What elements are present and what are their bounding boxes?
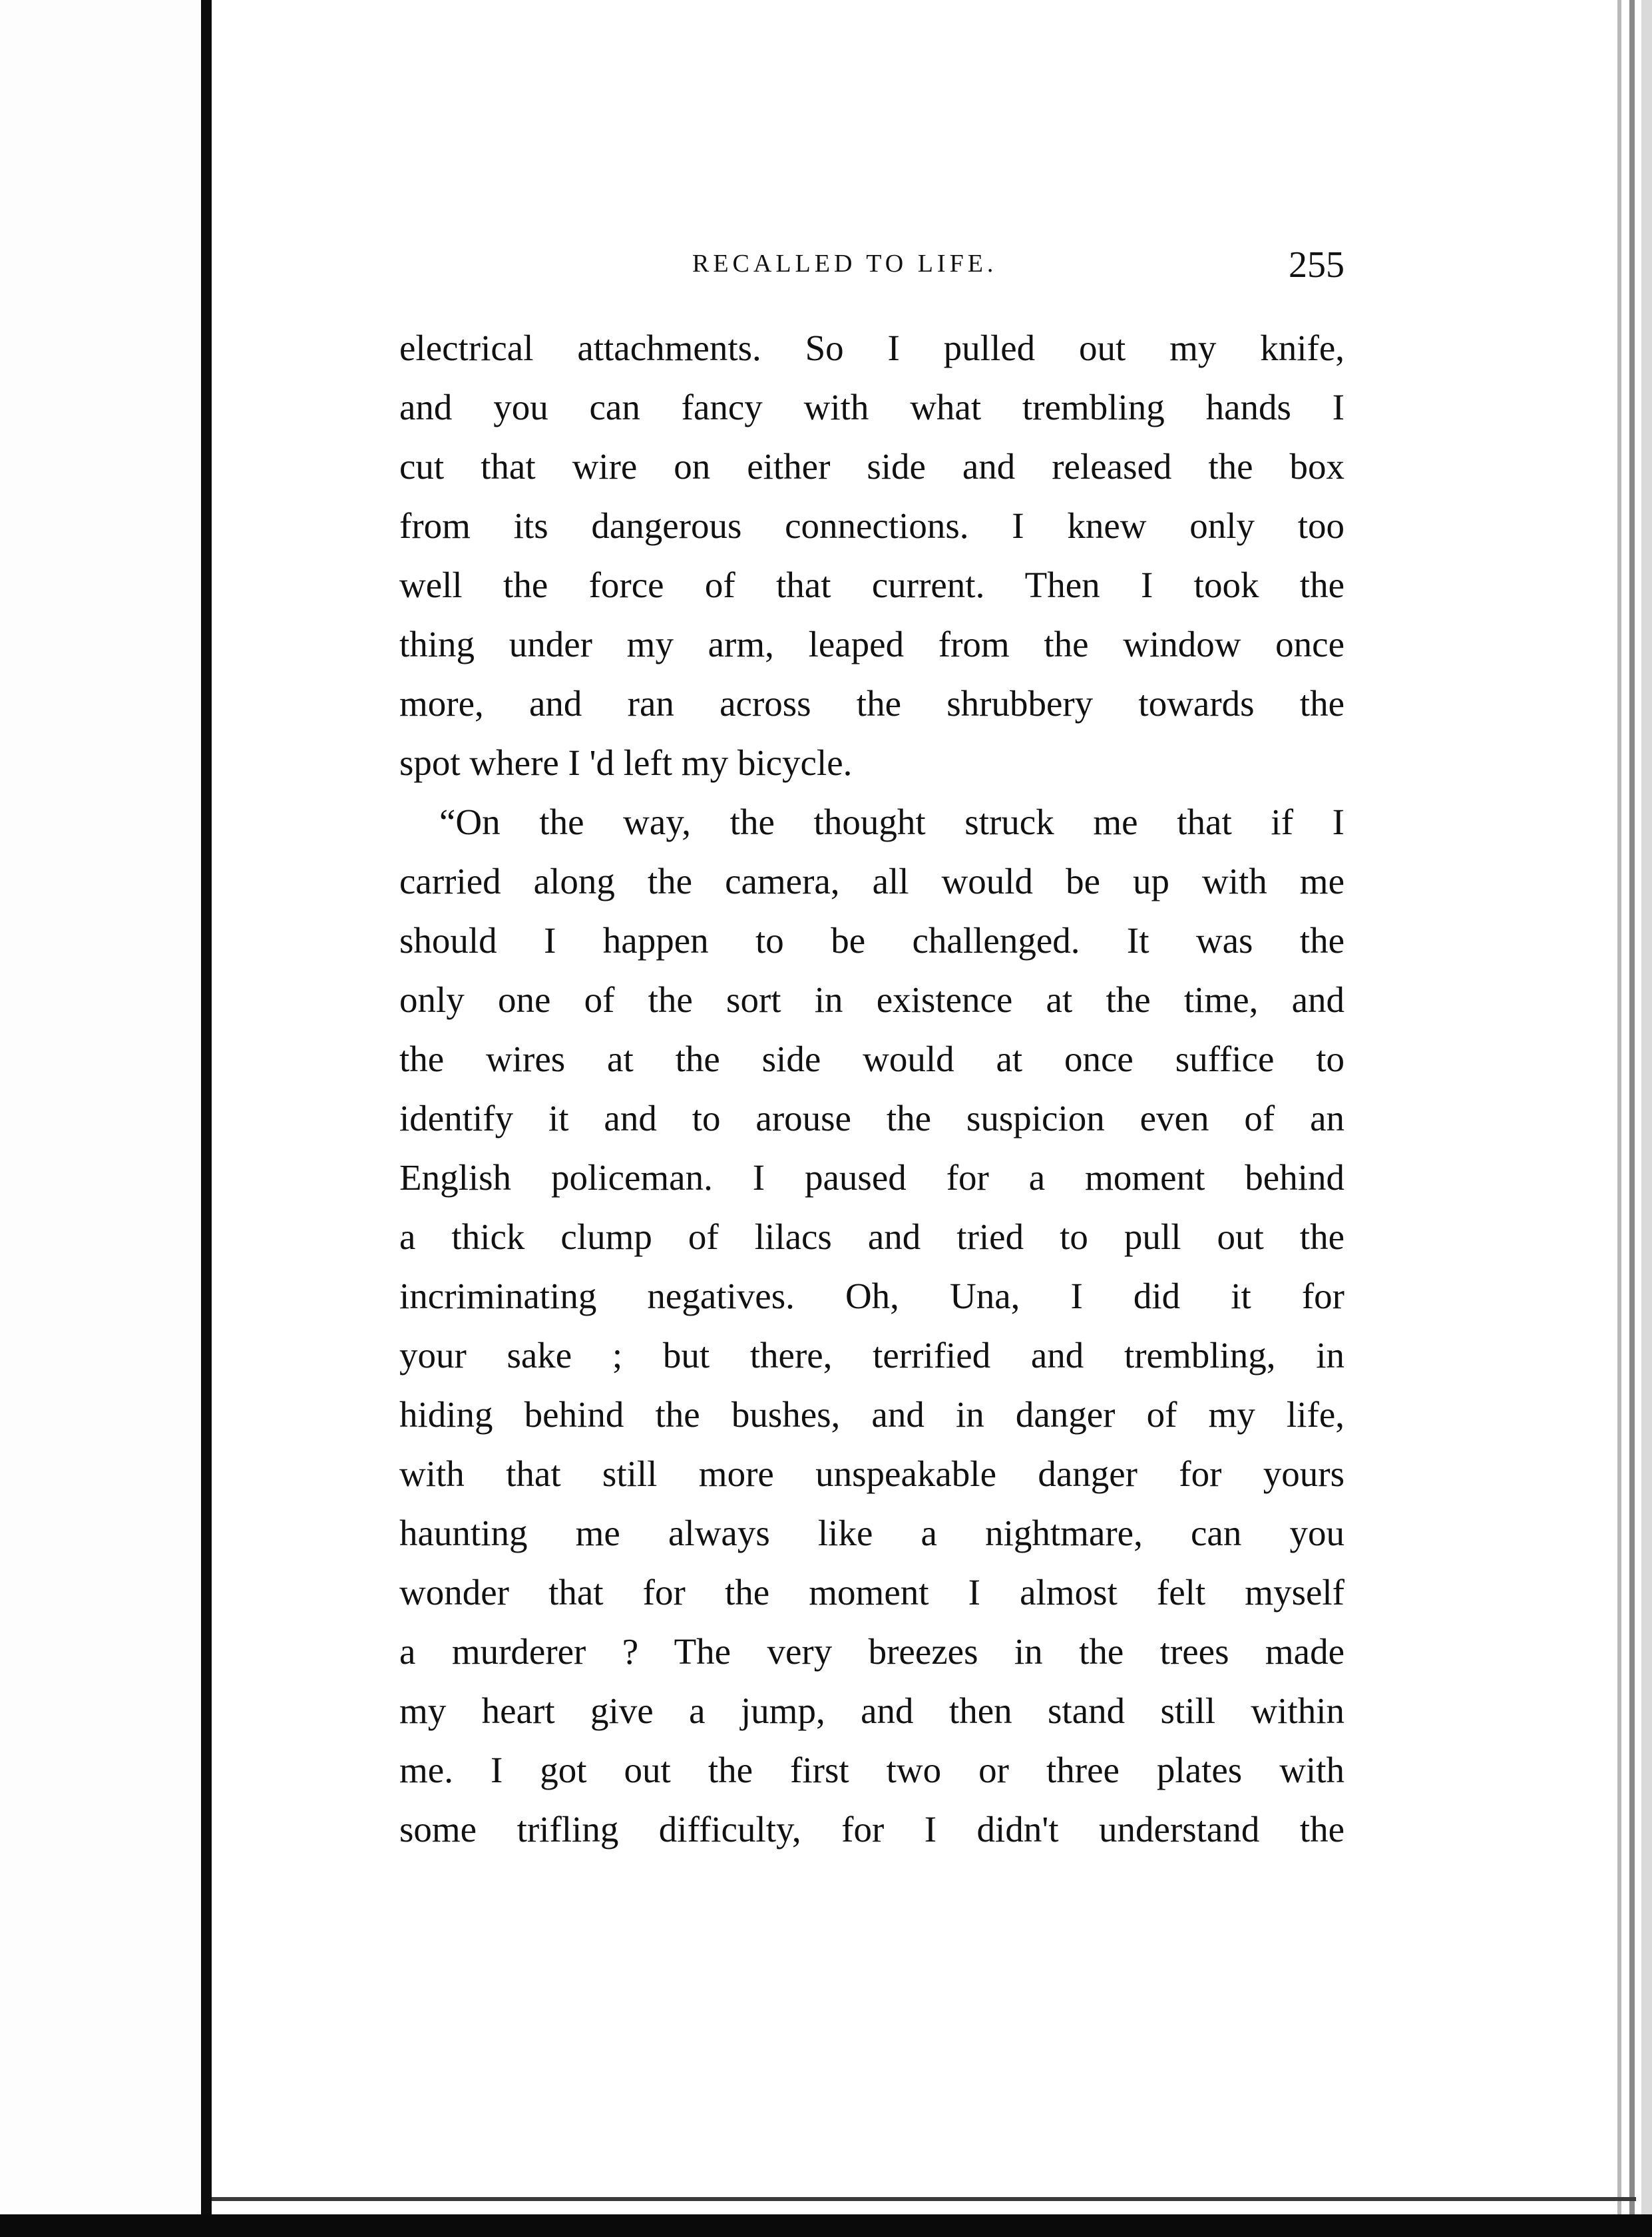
text-line: and you can fancy with what trembling hands I bbox=[399, 387, 1344, 427]
text-line: “On the way, the thought struck me that if I bbox=[439, 802, 1344, 842]
text-line: well the force of that current. Then I took the bbox=[399, 565, 1344, 605]
text-line: haunting me always like a nightmare, can you bbox=[399, 1513, 1344, 1553]
text-line: only one of the sort in existence at the time, and bbox=[399, 979, 1344, 1020]
text-line: carried along the camera, all would be up with me bbox=[399, 861, 1344, 901]
text-line: some trifling difficulty, for I didn't understand the bbox=[399, 1809, 1344, 1850]
text-line: more, and ran across the shrubbery towards the bbox=[399, 683, 1344, 724]
text-line: incriminating negatives. Oh, Una, I did it for bbox=[399, 1276, 1344, 1316]
text-line: your sake ; but there, terrified and trembling, in bbox=[399, 1335, 1344, 1375]
body-text bbox=[399, 318, 1344, 1859]
text-line: electrical attachments. So I pulled out my knife, bbox=[399, 328, 1344, 368]
text-line: hiding behind the bushes, and in danger of my life, bbox=[399, 1394, 1344, 1435]
text-line: English policeman. I paused for a moment behind bbox=[399, 1157, 1344, 1198]
text-line: thing under my arm, leaped from the window once bbox=[399, 624, 1344, 664]
text-line: identify it and to arouse the suspicion even of an bbox=[399, 1098, 1344, 1138]
page-stack-edge bbox=[1629, 0, 1635, 2217]
text-line: my heart give a jump, and then stand still within bbox=[399, 1690, 1344, 1731]
text-line: a thick clump of lilacs and tried to pull out the bbox=[399, 1216, 1344, 1257]
binding-edge bbox=[201, 0, 212, 2224]
bottom-edge-line bbox=[212, 2197, 1636, 2201]
text-line: wonder that for the moment I almost felt myself bbox=[399, 1572, 1344, 1613]
text-line: the wires at the side would at once suffice to bbox=[399, 1039, 1344, 1079]
text-line: with that still more unspeakable danger for yours bbox=[399, 1453, 1344, 1494]
text-line: spot where I 'd left my bicycle. bbox=[399, 742, 853, 783]
text-line: from its dangerous connections. I knew only too bbox=[399, 505, 1344, 546]
page-header bbox=[399, 244, 1344, 297]
page-number: 255 bbox=[1289, 244, 1344, 286]
running-head: RECALLED TO LIFE. bbox=[692, 250, 998, 278]
text-line: cut that wire on either side and released the box bbox=[399, 446, 1344, 487]
binding-margin bbox=[0, 0, 200, 2237]
text-line: should I happen to be challenged. It was the bbox=[399, 920, 1344, 961]
page-stack-edge bbox=[1617, 0, 1621, 2217]
text-line: a murderer ? The very breezes in the trees made bbox=[399, 1631, 1344, 1672]
page-stack-edge bbox=[1641, 0, 1652, 2217]
text-line: me. I got out the first two or three plates with bbox=[399, 1750, 1344, 1790]
bottom-edge bbox=[0, 2214, 1652, 2237]
